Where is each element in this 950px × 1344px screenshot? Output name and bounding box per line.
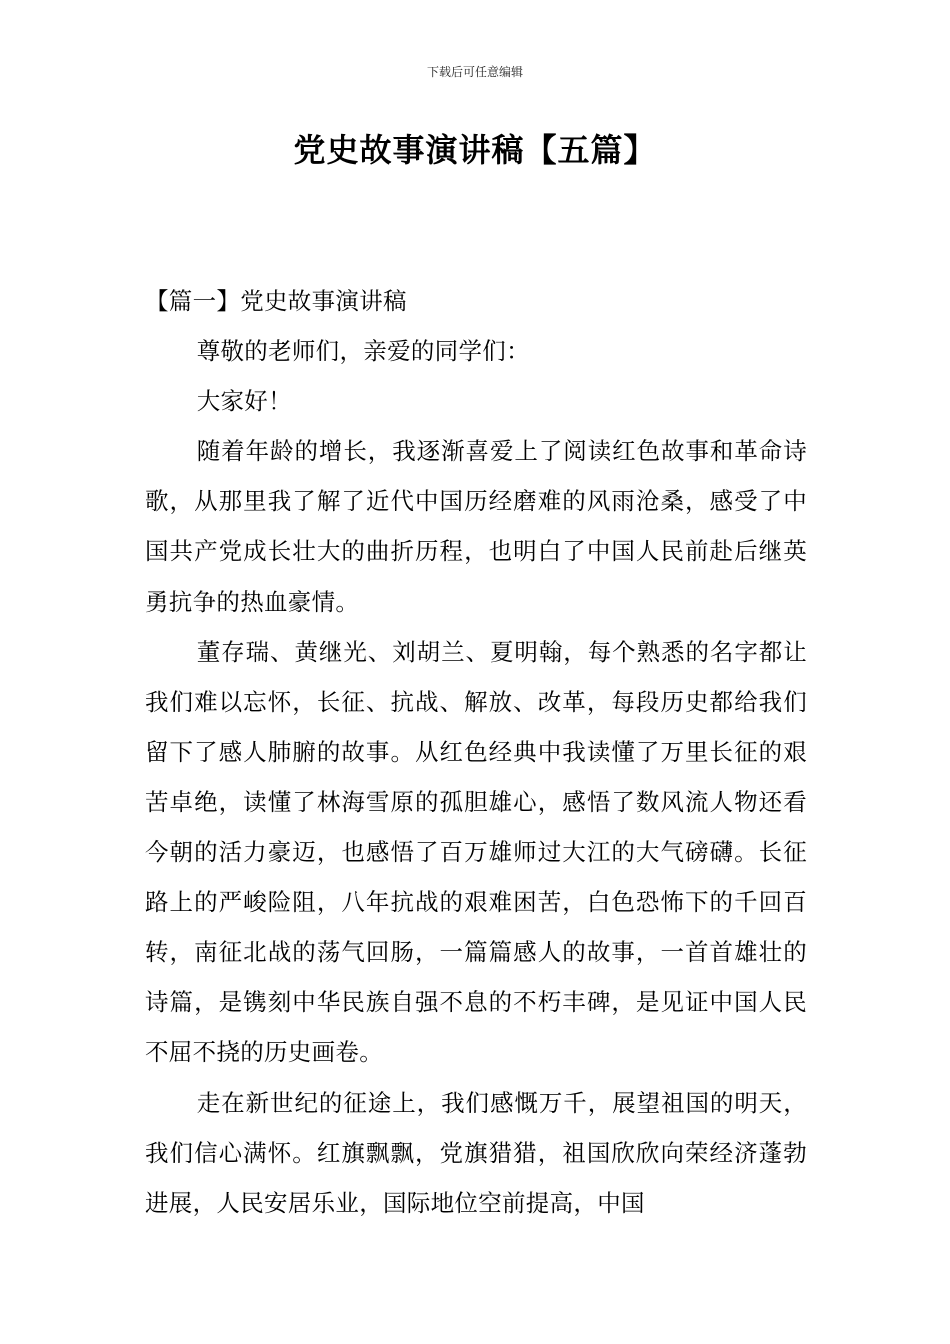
document-body: [145, 276, 807, 1228]
header-note: 下载后可任意编辑: [426, 65, 523, 79]
paragraph-hello: 大家好！: [196, 387, 292, 416]
paragraph: 随着年龄的增长，我逐渐喜爱上了阅读红色故事和革命诗歌，从那里我了解了近代中国历经磨难的风雨沧桑，感受了中国共产党成长壮大的曲折历程，也明白了中国人民前赴后继英勇抗争的热血豪情。: [145, 437, 807, 616]
paragraph: 董存瑞、黄继光、刘胡兰、夏明翰，每个熟悉的名字都让我们难以忘怀，长征、抗战、解放、改革，每段历史都给我们留下了感人肺腑的故事。从红色经典中我读懂了万里长征的艰苦卓绝，读懂了林海雪原的孤胆雄心，感悟了数风流人物还看今朝的活力豪迈，也感悟了百万雄师过大江的大气磅礴。长征路上的严峻险阻，八年抗战的艰难困苦，白色恐怖下的千回百转，南征北战的荡气回肠，一篇篇感人的故事，一首首雄壮的诗篇，是镌刻中华民族自强不息的不朽丰碑，是见证中国人民不屈不挠的历史画卷。: [145, 637, 807, 1067]
paragraph-greeting: 尊敬的老师们，亲爱的同学们：: [196, 337, 530, 366]
document-title: 党史故事演讲稿【五篇】: [293, 131, 657, 169]
section-heading: 【篇一】党史故事演讲稿: [145, 287, 407, 315]
paragraph: 走在新世纪的征途上，我们感慨万千，展望祖国的明天，我们信心满怀。红旗飘飘，党旗猎猎，祖国欣欣向荣经济蓬勃进展，人民安居乐业，国际地位空前提高，中国: [145, 1088, 807, 1217]
